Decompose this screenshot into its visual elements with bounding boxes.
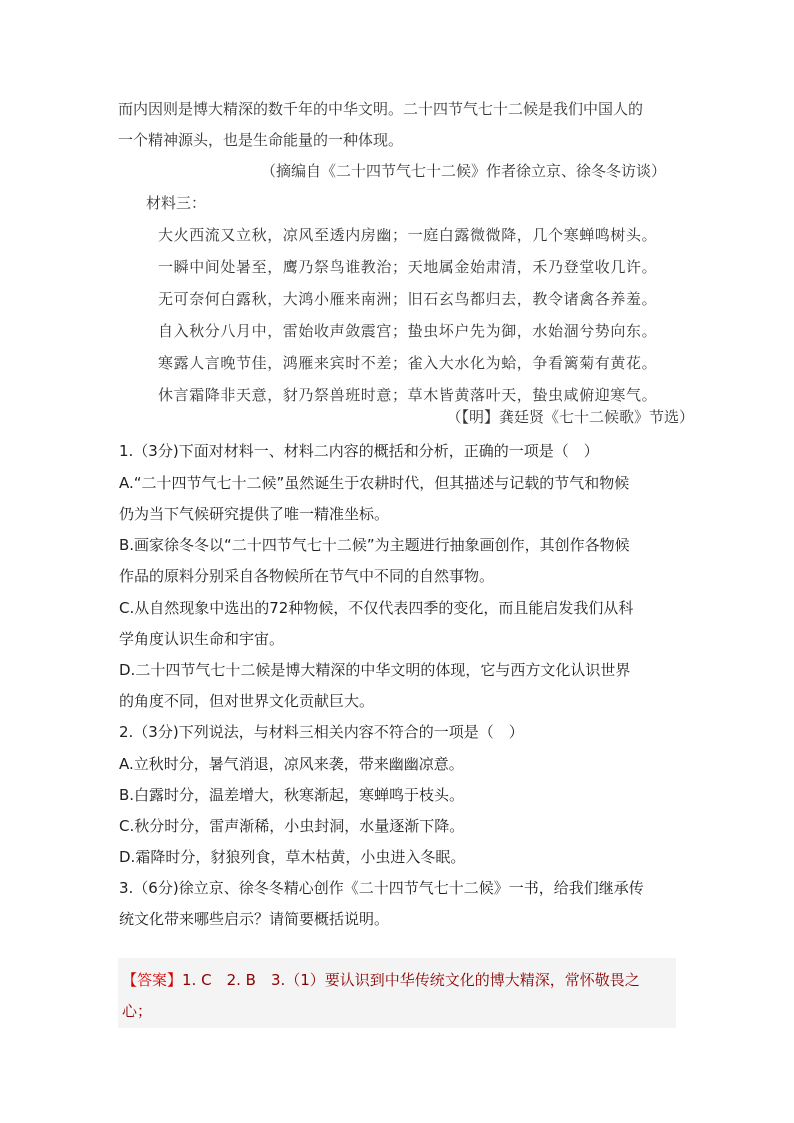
- question-2-option-d: D.霜降时分，豺狼列食，草木枯黄，小虫进入冬眠。: [119, 848, 466, 866]
- question-1-option-c: C.从自然现象中选出的72种物候，不仅代表四季的变化，而且能启发我们从科: [119, 599, 634, 617]
- question-2-option-a: A.立秋时分，暑气消退，凉风来袭，带来幽幽凉意。: [119, 755, 464, 773]
- question-2-stem: 2.（3分)下列说法，与材料三相关内容不符合的一项是（ ）: [119, 723, 524, 741]
- question-1-option-a: A.“二十四节气七十二候”虽然诞生于农耕时代，但其描述与记载的节气和物候: [119, 474, 630, 492]
- poem-line: 一瞬中间处暑至，鹰乃祭鸟谁教治；天地属金始肃清，禾乃登堂收几许。: [158, 258, 658, 276]
- question-3-line-2: 统文化带来哪些启示？请简要概括说明。: [119, 910, 390, 928]
- question-1-option-b-cont: 作品的原料分别采自各物候所在节气中不同的自然事物。: [119, 567, 495, 585]
- poem-line: 自入秋分八月中，雷始收声敛震宫；蛰虫坏户先为御，水始涸兮势向东。: [158, 322, 658, 340]
- poem-source: （【明】龚廷贤《七十二候歌》节选）: [446, 408, 694, 426]
- answer-line-1: [122, 969, 640, 990]
- question-2-option-b: B.白露时分，温差增大，秋寒渐起，寒蝉鸣于枝头。: [119, 786, 465, 804]
- question-1-option-a-cont: 仍为当下气候研究提供了唯一精准坐标。: [119, 505, 390, 523]
- answer-label: 【答案】: [122, 971, 183, 989]
- question-1-option-d: D.二十四节气七十二候是博大精深的中华文明的体现，它与西方文化认识世界: [119, 661, 631, 679]
- answer-line-2: 心；: [122, 1002, 153, 1020]
- question-3-line-1: 3.（6分)徐立京、徐冬冬精心创作《二十四节气七十二候》一书，给我们继承传: [119, 879, 644, 897]
- question-2-option-c: C.秋分时分，雷声渐稀，小虫封洞，水量逐渐下降。: [119, 817, 465, 835]
- question-1-stem: 1.（3分)下面对材料一、材料二内容的概括和分析，正确的一项是（ ）: [119, 442, 599, 460]
- intro-line-1: 而内因则是博大精深的数千年的中华文明。二十四节气七十二候是我们中国人的: [118, 100, 644, 118]
- poem-line: 休言霜降非天意，豺乃祭兽班时意；草木皆黄落叶天，蛰虫咸俯迎寒气。: [158, 386, 658, 404]
- intro-source: （摘编自《二十四节气七十二候》作者徐立京、徐冬冬访谈）: [260, 162, 666, 180]
- poem-line: 无可奈何白露秋，大鸿小雁来南洲；旧石玄鸟都归去，教令诸禽各养羞。: [158, 290, 658, 308]
- question-1-option-c-cont: 学角度认识生命和宇宙。: [119, 630, 285, 648]
- poem-line: 寒露人言晚节佳，鸿雁来宾时不差；雀入大水化为蛤，争看篱菊有黄花。: [158, 354, 658, 372]
- question-1-option-d-cont: 的角度不同，但对世界文化贡献巨大。: [119, 692, 375, 710]
- material3-title: 材料三：: [146, 194, 207, 212]
- answer-text: 1. C 2. B 3.（1）要认识到中华传统文化的博大精深，常怀敬畏之: [182, 971, 640, 989]
- question-1-option-b: B.画家徐冬冬以“二十四节气七十二候”为主题进行抽象画创作，其创作各物候: [119, 536, 630, 554]
- poem-line: 大火西流又立秋，凉风至透内房幽；一庭白露微微降，几个寒蝉鸣树头。: [158, 226, 658, 244]
- intro-line-2: 一个精神源头，也是生命能量的一种体现。: [118, 131, 404, 149]
